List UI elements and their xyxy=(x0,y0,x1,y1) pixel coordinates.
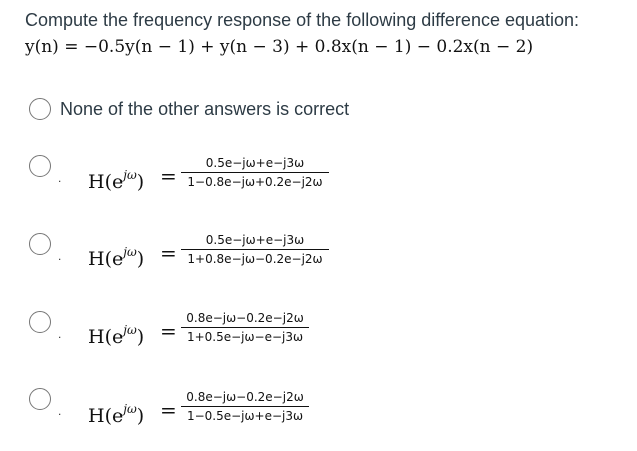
numerator-2: 0.5e−jω+e−j3ω xyxy=(205,233,305,247)
question xyxy=(25,8,630,60)
numerator-4: 0.8e−jω−0.2e−j2ω xyxy=(186,390,304,404)
denominator-4: 1−0.5e−jω+e−j3ω xyxy=(186,409,304,423)
answer-fraction-1 xyxy=(181,155,329,190)
fraction-bar-1 xyxy=(181,172,329,173)
answer-radio-0[interactable] xyxy=(29,98,51,120)
equals-sign-1: = xyxy=(160,164,177,188)
fraction-bar-2 xyxy=(181,249,329,250)
answer-radio-3[interactable] xyxy=(29,311,51,333)
denominator-1: 1−0.8e−jω+0.2e−j2ω xyxy=(187,175,323,189)
fraction-bar-4 xyxy=(181,406,309,407)
question-prompt: Compute the frequency response of the following difference equation: xyxy=(25,10,580,30)
answer-fraction-2 xyxy=(181,232,329,267)
numerator-3: 0.8e−jω−0.2e−j2ω xyxy=(186,311,304,325)
answer-dot-4: . xyxy=(58,404,62,418)
answer-lhs-1: $H(e^{j\omega})$ xyxy=(88,168,145,193)
answer-radio-4[interactable] xyxy=(29,388,51,410)
answer-lhs-3: $H(e^{j\omega})$ xyxy=(88,323,145,348)
equals-sign-2: = xyxy=(160,241,177,265)
answer-radio-1[interactable] xyxy=(29,155,51,177)
answer-dot-1: . xyxy=(58,171,62,185)
denominator-2: 1+0.8e−jω−0.2e−j2ω xyxy=(187,252,323,266)
answer-fraction-3 xyxy=(181,310,309,345)
numerator-1: 0.5e−jω+e−j3ω xyxy=(205,156,305,170)
answer-fraction-4 xyxy=(181,389,309,424)
fraction-bar-3 xyxy=(181,327,309,328)
equals-sign-3: = xyxy=(160,319,177,343)
answer-radio-2[interactable] xyxy=(29,233,51,255)
equals-sign-4: = xyxy=(160,398,177,422)
difference-equation: y(n) = −0.5y(n − 1) + y(n − 3) + 0.8x(n − 1) − 0.2x(n − 2) xyxy=(25,37,534,57)
answer-label-0: None of the other answers is correct xyxy=(60,99,350,119)
answer-dot-2: . xyxy=(58,249,62,263)
denominator-3: 1+0.5e−jω−e−j3ω xyxy=(186,330,304,344)
answer-dot-3: . xyxy=(58,327,62,341)
answer-lhs-4: $H(e^{j\omega})$ xyxy=(88,402,145,427)
answer-lhs-2: $H(e^{j\omega})$ xyxy=(88,245,145,270)
